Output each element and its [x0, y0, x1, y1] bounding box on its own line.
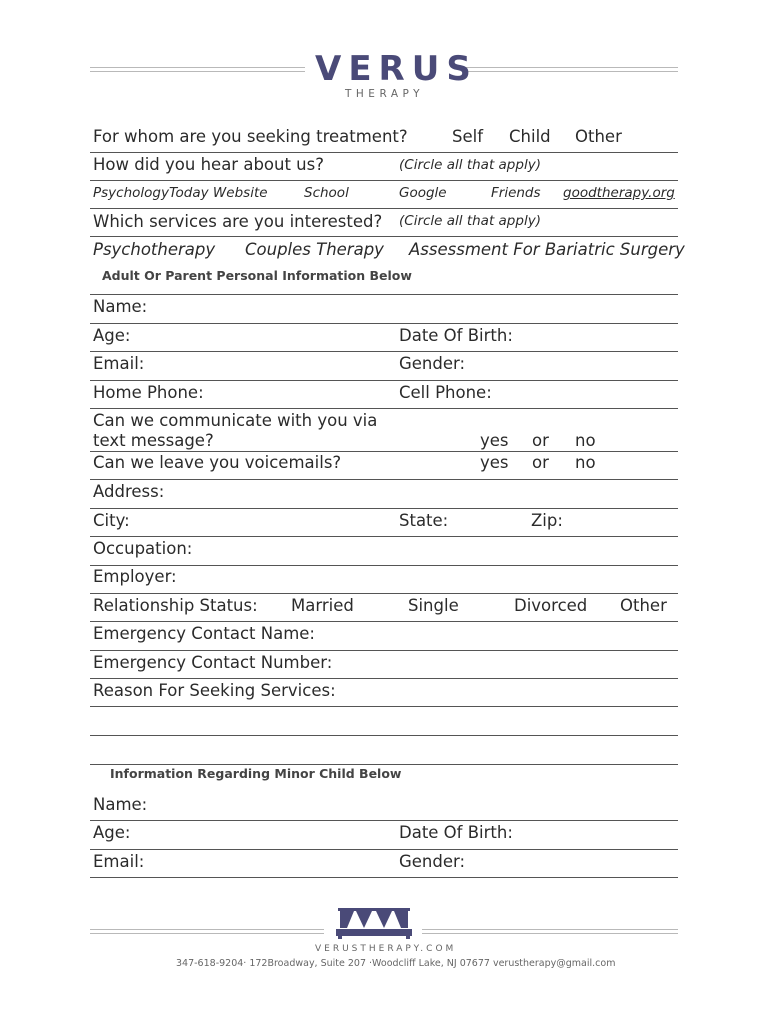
child-name-label[interactable]: Name: [93, 795, 148, 814]
row-line [90, 593, 678, 594]
row-line [90, 323, 678, 324]
zip-label[interactable]: Zip: [531, 511, 563, 530]
relationship-option-other[interactable]: Other [620, 596, 667, 615]
voicemail-question: Can we leave you voicemails? [93, 453, 342, 472]
row-line [90, 621, 678, 622]
text-yes-option[interactable]: yes [480, 431, 509, 450]
service-option-couples[interactable]: Couples Therapy [245, 240, 384, 259]
service-option-bariatric[interactable]: Assessment For Bariatric Surgery [409, 240, 685, 259]
home-phone-label[interactable]: Home Phone: [93, 383, 204, 402]
row-line [90, 650, 678, 651]
footer-contact: 347-618-9204· 172Broadway, Suite 207 ·Woodcliff Lake, NJ 07677 verustherapy@gmail.com [176, 958, 616, 969]
child-age-label[interactable]: Age: [93, 823, 131, 842]
row-line [90, 236, 678, 237]
hear-option-google[interactable]: Google [399, 185, 447, 201]
seeking-option-child[interactable]: Child [509, 127, 551, 146]
voicemail-no-option[interactable]: no [575, 453, 596, 472]
hear-option-school[interactable]: School [304, 185, 349, 201]
brand-logo-text: VERUS [315, 49, 478, 89]
reason-label[interactable]: Reason For Seeking Services: [93, 681, 336, 700]
adult-age-label[interactable]: Age: [93, 326, 131, 345]
adult-email-label[interactable]: Email: [93, 354, 145, 373]
service-option-psychotherapy[interactable]: Psychotherapy [93, 240, 216, 259]
seeking-option-other[interactable]: Other [575, 127, 622, 146]
couch-logo-icon [334, 904, 414, 940]
services-question: Which services are you interested? [93, 212, 383, 231]
row-line [90, 536, 678, 537]
row-line [90, 735, 678, 736]
text-no-option[interactable]: no [575, 431, 596, 450]
adult-section-heading: Adult Or Parent Personal Information Below [102, 268, 412, 283]
row-line [90, 408, 678, 409]
child-dob-label[interactable]: Date Of Birth: [399, 823, 513, 842]
employer-label[interactable]: Employer: [93, 567, 177, 586]
adult-gender-label[interactable]: Gender: [399, 354, 466, 373]
voicemail-or: or [532, 453, 549, 472]
row-line [90, 380, 678, 381]
row-line [90, 706, 678, 707]
seeking-option-self[interactable]: Self [452, 127, 484, 146]
row-line [90, 208, 678, 209]
child-gender-label[interactable]: Gender: [399, 852, 466, 871]
child-email-label[interactable]: Email: [93, 852, 145, 871]
text-or: or [532, 431, 549, 450]
relationship-option-married[interactable]: Married [291, 596, 354, 615]
seeking-question: For whom are you seeking treatment? [93, 127, 408, 146]
row-line [90, 508, 678, 509]
row-line [90, 565, 678, 566]
header-divider-left [90, 67, 305, 72]
relationship-option-single[interactable]: Single [408, 596, 459, 615]
row-line [90, 849, 678, 850]
row-line [90, 451, 678, 452]
row-line [90, 351, 678, 352]
row-line [90, 152, 678, 153]
occupation-label[interactable]: Occupation: [93, 539, 193, 558]
row-line [90, 764, 678, 765]
emergency-name-label[interactable]: Emergency Contact Name: [93, 624, 315, 643]
emergency-number-label[interactable]: Emergency Contact Number: [93, 653, 333, 672]
footer-website[interactable]: VERUSTHERAPY.COM [315, 944, 457, 954]
hear-option-friends[interactable]: Friends [491, 185, 541, 201]
hear-question: How did you hear about us? [93, 155, 324, 174]
text-question-line1: Can we communicate with you via [93, 411, 378, 430]
cell-phone-label[interactable]: Cell Phone: [399, 383, 492, 402]
row-line [90, 479, 678, 480]
child-section-heading: Information Regarding Minor Child Below [110, 766, 402, 781]
city-label[interactable]: City: [93, 511, 130, 530]
brand-subtitle: THERAPY [345, 88, 425, 100]
address-label[interactable]: Address: [93, 482, 165, 501]
text-question-line2: text message? [93, 431, 214, 450]
footer-divider-right [422, 929, 678, 934]
hear-option-psychologytoday[interactable]: PsychologyToday Website [93, 185, 268, 201]
relationship-option-divorced[interactable]: Divorced [514, 596, 588, 615]
hear-option-goodtherapy[interactable]: goodtherapy.org [563, 185, 675, 201]
state-label[interactable]: State: [399, 511, 449, 530]
footer-divider-left [90, 929, 324, 934]
hear-note: (Circle all that apply) [399, 157, 541, 173]
header-divider-right [463, 67, 678, 72]
adult-name-label[interactable]: Name: [93, 297, 148, 316]
row-line [90, 180, 678, 181]
services-note: (Circle all that apply) [399, 213, 541, 229]
row-line [90, 678, 678, 679]
adult-dob-label[interactable]: Date Of Birth: [399, 326, 513, 345]
relationship-label: Relationship Status: [93, 596, 258, 615]
row-line [90, 820, 678, 821]
row-line [90, 877, 678, 878]
row-line [90, 294, 678, 295]
voicemail-yes-option[interactable]: yes [480, 453, 509, 472]
